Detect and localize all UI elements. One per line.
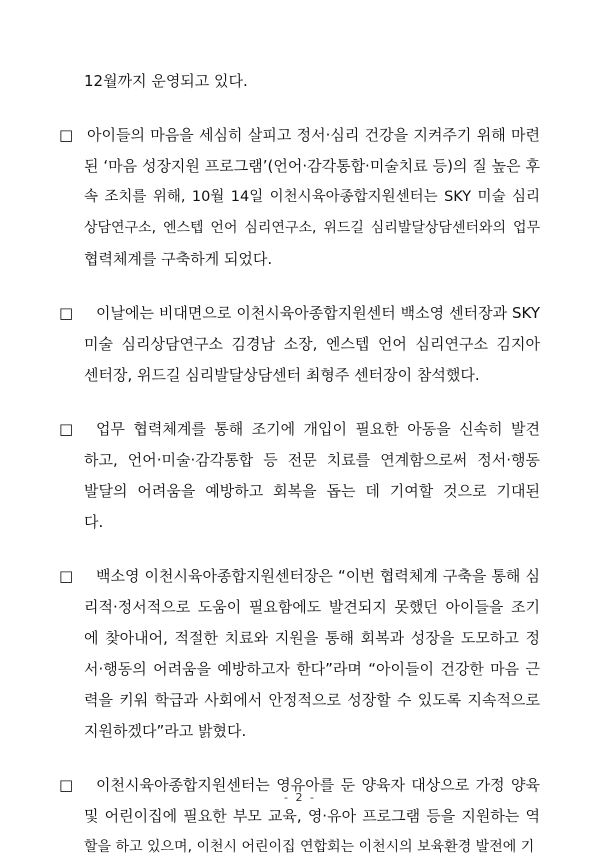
paragraph-line: 미술 심리상담연구소 김경남 소장, 엔스텝 언어 심리연구소 김지아 [84, 335, 540, 353]
paragraph-line: 센터장, 위드길 심리발달상담센터 최형주 센터장이 참석했다. [84, 366, 480, 384]
paragraph-line: 상담연구소, 엔스텝 언어 심리연구소, 위드길 심리발달상담센터와의 업무 [84, 220, 540, 236]
paragraph-line: 아이들의 마음을 세심히 살피고 정서·심리 건강을 지켜주기 위해 마련 [87, 126, 540, 144]
paragraph-line: 이천시육아종합지원센터는 영유아를 둔 양육자 대상으로 가정 양육 [96, 776, 540, 794]
paragraph-bullet: □ [59, 126, 74, 144]
paragraph-bullet: □ [59, 567, 74, 585]
paragraph-line: 리적·정서적으로 도움이 필요함에도 발견되지 못했던 아이들을 조기 [84, 598, 540, 616]
page-number: - 2 - [284, 791, 316, 804]
paragraph-line: 12월까지 운영되고 있다. [84, 72, 248, 90]
paragraph-line: 에 찾아내어, 적절한 치료와 지원을 통해 회복과 성장을 도모하고 정 [84, 629, 540, 647]
paragraph-line: 업무 협력체계를 통해 조기에 개입이 필요한 아동을 신속히 발견 [96, 420, 540, 438]
paragraph-bullet: □ [59, 304, 74, 322]
paragraph-line: 및 어린이집에 필요한 부모 교육, 영·유아 프로그램 등을 지원하는 역 [84, 807, 540, 825]
paragraph-line: 서·행동의 어려움을 예방하고자 한다”라며 “아이들이 건강한 마음 근 [84, 660, 540, 678]
paragraph-line: 지원하겠다”라고 밝혔다. [84, 722, 247, 740]
paragraph-line: 할을 하고 있으며, 이천시 어린이집 연합회는 이천시의 보육환경 발전에 기 [84, 839, 535, 855]
paragraph-bullet: □ [59, 776, 74, 794]
paragraph-line: 속 조치를 위해, 10월 14일 이천시육아종합지원센터는 SKY 미술 심리 [84, 189, 540, 205]
paragraph-line: 하고, 언어·미술·감각통합 등 전문 치료를 연계함으로써 정서·행동 [84, 451, 540, 469]
paragraph-line: 백소영 이천시육아종합지원센터장은 “이번 협력체계 구축을 통해 심 [96, 567, 540, 585]
paragraph-line: 협력체계를 구축하게 되었다. [84, 250, 273, 268]
paragraph-line: 다. [84, 513, 104, 531]
paragraph-bullet: □ [59, 420, 74, 438]
paragraph-line: 력을 키워 학급과 사회에서 안정적으로 성장할 수 있도록 지속적으로 [84, 691, 540, 709]
paragraph-line: 발달의 어려움을 예방하고 회복을 돕는 데 기여할 것으로 기대된 [84, 482, 540, 500]
paragraph-line: 된 ‘마음 성장지원 프로그램’(언어·감각통합·미술치료 등)의 질 높은 후 [84, 157, 540, 175]
paragraph-line: 이날에는 비대면으로 이천시육아종합지원센터 백소영 센터장과 SKY [96, 304, 540, 322]
